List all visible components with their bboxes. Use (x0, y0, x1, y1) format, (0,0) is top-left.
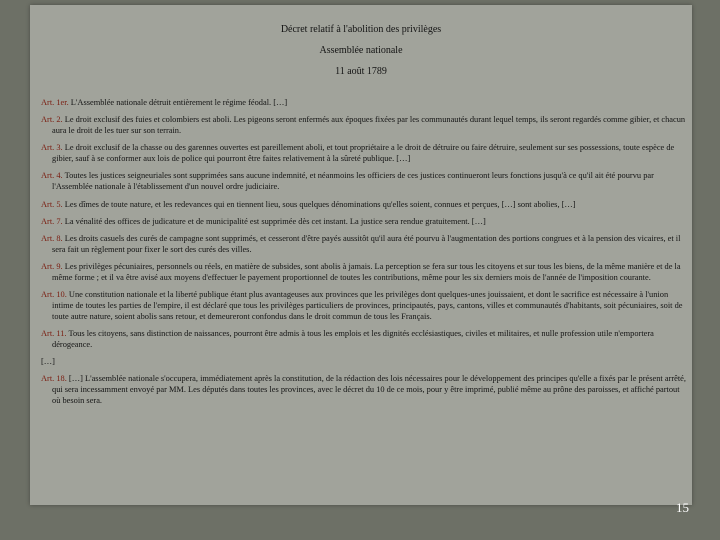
article-text: Toutes les justices seigneuriales sont supprimées sans aucune indemnité, et néanmoins les officiers de ces justices continueront leurs fonctions jusqu'à ce qu'il ait été pourvu par l'Assemblée nationale à l'établissement d'un nouvel ordre judiciaire. (52, 171, 654, 192)
document-date: 11 août 1789 (335, 66, 387, 77)
article-text: […] (41, 357, 55, 367)
article-2 (41, 115, 687, 137)
article-18 (41, 374, 687, 407)
article-number: Art. 5. (41, 199, 63, 209)
article-text: Une constitution nationale et la liberté publique étant plus avantageuses aux provinces que les privilèges dont quelques-unes jouissaient, et dont le sacrifice est nécessaire à l'union intime de toutes les parties de l'empire, il est déclaré que tous les privilèges particuliers de provinces, principautés, pays, cantons, villes et communautés d'habitants, soit pécuniaires, soit de toute autre nature, soient abolis sans retour, et demeureront confondus dans le droit commun de tous les Français. (52, 290, 683, 321)
article-4 (41, 171, 687, 193)
article-7 (41, 217, 687, 228)
document-title: Décret relatif à l'abolition des privilèges (280, 24, 442, 35)
article-number: Art. 4. (41, 171, 63, 181)
document-header (30, 19, 692, 82)
article-number: Art. 1er. (41, 98, 69, 107)
article-9 (41, 262, 687, 284)
article-number: Art. 3. (41, 143, 63, 153)
article-number: Art. 18. (41, 374, 67, 384)
article-10 (41, 290, 687, 323)
article-text: Tous les citoyens, sans distinction de naissances, pourront être admis à tous les emplois et les dignités ecclésiastiques, civiles et militaires, et nulle profession utile n'emportera dérogeance. (52, 329, 654, 350)
article-number: Art. 2. (41, 115, 63, 125)
articles-list (41, 98, 687, 414)
article-number: Art. 10. (41, 290, 67, 300)
document-subtitle: Assemblée nationale (319, 45, 403, 56)
article-11 (41, 329, 687, 351)
article-8 (41, 234, 687, 256)
article-number: Art. 8. (41, 233, 63, 243)
article-text: L'Assemblée nationale détruit entièrement le régime féodal. […] (68, 98, 288, 107)
article-1 (41, 98, 687, 109)
article-text: Le droit exclusif de la chasse ou des garennes ouvertes est pareillement aboli, et tout propriétaire a le droit de détruire ou faire détruire, seulement sur ses possessions, toute espèce de gibier, sauf à se conformer aux lois de police qui pourront être faites relativement à la sûreté publique. […] (52, 143, 675, 164)
article-5 (41, 200, 687, 211)
article-text: Les dîmes de toute nature, et les redevances qui en tiennent lieu, sous quelques dénominations qu'elles soient, connues et perçues, […] sont abolies, […] (62, 199, 576, 209)
article-text: La vénalité des offices de judicature et de municipalité est supprimée dès cet instant. La justice sera rendue gratuitement. […] (62, 216, 486, 226)
article-text: Les droits casuels des curés de campagne sont supprimés, et cesseront d'être payés aussitôt qu'il aura été pourvu à l'augmentation des portions congrues et à la pension des vicaires, et il sera fait un règlement pour fixer le sort des curés des villes. (52, 233, 681, 254)
article-number: Art. 9. (41, 262, 63, 272)
article-number: Art. 11. (41, 329, 67, 339)
article-text: […] L'assemblée nationale s'occupera, immédiatement après la constitution, de la rédaction des lois nécessaires pour le développement des principes qu'elle a fixés par le présent arrêté, qui sera incessamment envoyé par MM. Les députés dans toutes les provinces, avec le décret du 10 de ce mois, pour y être imprimé, publié même au prône des paroisses, et affiché partout où besoin sera. (52, 374, 686, 406)
article-text: Les privilèges pécuniaires, personnels ou réels, en matière de subsides, sont abolis à jamais. La perception se fera sur tous les citoyens et sur tous les biens, de la même manière et de la même forme ; et il va être avisé aux moyens d'effectuer le payement proportionnel de toutes les contributions, même pour les six derniers mois de l'année de l'imposition courante. (52, 262, 681, 282)
article-number: Art. 7. (41, 216, 63, 226)
page-number: 15 (676, 500, 689, 515)
article-3 (41, 143, 687, 165)
omission-ellipsis (41, 357, 687, 368)
document-panel (30, 5, 692, 505)
article-text: Le droit exclusif des fuies et colombiers est aboli. Les pigeons seront enfermés aux époques fixées par les communautés durant lequel temps, ils seront regardés comme gibier, et chacun aura le droit de les tuer sur son terrain. (52, 115, 686, 136)
